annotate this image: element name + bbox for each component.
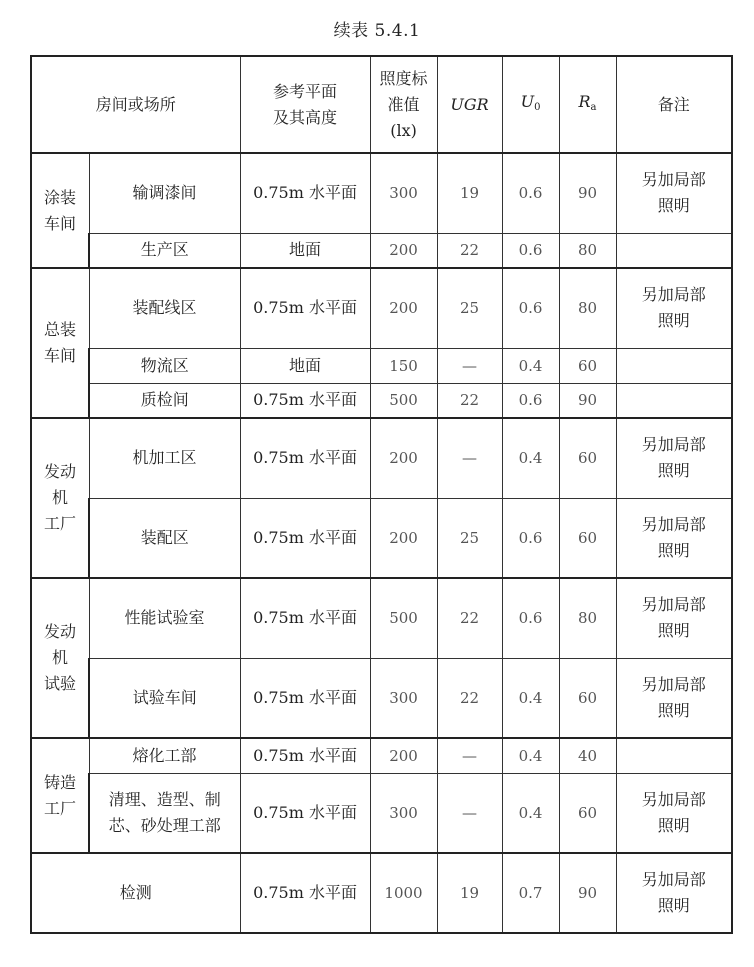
plane-cell: 0.75m 水平面 — [240, 498, 370, 578]
note-cell: 另加局部 照明 — [616, 268, 732, 348]
ugr-cell: 22 — [437, 383, 502, 418]
table-caption: 续表 5.4.1 — [333, 21, 421, 41]
ra-cell: 90 — [559, 153, 616, 233]
place-cell: 质检间 — [89, 383, 240, 418]
plane-cell: 0.75m 水平面 — [240, 268, 370, 348]
header-lux: 照度标 准值 (lx) — [370, 56, 437, 153]
ugr-cell: — — [437, 418, 502, 498]
plane-cell: 地面 — [240, 233, 370, 268]
place-cell: 生产区 — [89, 233, 240, 268]
plane-cell: 0.75m 水平面 — [240, 853, 370, 933]
note-cell: 另加局部 照明 — [616, 153, 732, 233]
table-row — [31, 578, 732, 658]
lux-cell: 500 — [370, 578, 437, 658]
place-cell: 装配区 — [89, 498, 240, 578]
note-cell — [616, 233, 732, 268]
header-u0: $U_0$ — [502, 56, 559, 153]
place-cell: 装配线区 — [89, 268, 240, 348]
plane-cell: 0.75m 水平面 — [240, 418, 370, 498]
note-cell — [616, 383, 732, 418]
u0-cell: 0.6 — [502, 268, 559, 348]
plane-cell: 0.75m 水平面 — [240, 658, 370, 738]
ra-cell: 60 — [559, 498, 616, 578]
place-cell: 性能试验室 — [89, 578, 240, 658]
note-cell: 另加局部 照明 — [616, 578, 732, 658]
u0-cell: 0.6 — [502, 233, 559, 268]
lux-cell: 500 — [370, 383, 437, 418]
ugr-cell: 25 — [437, 268, 502, 348]
lux-cell: 150 — [370, 348, 437, 383]
note-cell: 另加局部 照明 — [616, 853, 732, 933]
group-cell: 发动 机 试验 — [31, 578, 89, 738]
lux-cell: 1000 — [370, 853, 437, 933]
place-cell: 物流区 — [89, 348, 240, 383]
plane-cell: 0.75m 水平面 — [240, 578, 370, 658]
lux-cell: 300 — [370, 658, 437, 738]
place-cell: 清理、造型、制 芯、砂处理工部 — [89, 773, 240, 853]
header-note: 备注 — [616, 56, 732, 153]
illuminance-table — [30, 55, 733, 934]
lux-cell: 300 — [370, 773, 437, 853]
u0-cell: 0.4 — [502, 773, 559, 853]
table-row — [31, 418, 732, 498]
place-cell: 熔化工部 — [89, 738, 240, 773]
group-cell: 总装 车间 — [31, 268, 89, 418]
ra-cell: 60 — [559, 418, 616, 498]
u0-cell: 0.4 — [502, 738, 559, 773]
ra-cell: 80 — [559, 578, 616, 658]
table-row — [31, 658, 732, 738]
ugr-cell: 22 — [437, 658, 502, 738]
lux-cell: 200 — [370, 418, 437, 498]
note-cell: 另加局部 照明 — [616, 498, 732, 578]
note-cell: 另加局部 照明 — [616, 418, 732, 498]
table-row — [31, 153, 732, 233]
ugr-cell: 22 — [437, 233, 502, 268]
table-row — [31, 853, 732, 933]
ra-cell: 80 — [559, 268, 616, 348]
note-cell: 另加局部 照明 — [616, 658, 732, 738]
place-cell: 输调漆间 — [89, 153, 240, 233]
plane-cell: 0.75m 水平面 — [240, 383, 370, 418]
ugr-cell: 25 — [437, 498, 502, 578]
note-cell — [616, 738, 732, 773]
table-row — [31, 233, 732, 268]
header-room: 房间或场所 — [31, 56, 240, 153]
ra-cell: 60 — [559, 773, 616, 853]
plane-cell: 0.75m 水平面 — [240, 738, 370, 773]
lux-cell: 200 — [370, 268, 437, 348]
ugr-cell: 19 — [437, 153, 502, 233]
place-cell: 检测 — [31, 853, 240, 933]
ugr-cell: 22 — [437, 578, 502, 658]
plane-cell: 0.75m 水平面 — [240, 153, 370, 233]
u0-cell: 0.4 — [502, 418, 559, 498]
header-row — [31, 56, 732, 153]
ugr-cell: — — [437, 348, 502, 383]
place-cell: 机加工区 — [89, 418, 240, 498]
u0-cell: 0.4 — [502, 348, 559, 383]
lux-cell: 200 — [370, 233, 437, 268]
ra-cell: 90 — [559, 383, 616, 418]
lux-cell: 200 — [370, 498, 437, 578]
u0-cell: 0.4 — [502, 658, 559, 738]
ra-cell: 40 — [559, 738, 616, 773]
ugr-cell: 19 — [437, 853, 502, 933]
header-ra: $R_a$ — [559, 56, 616, 153]
u0-cell: 0.7 — [502, 853, 559, 933]
header-ugr: UGR — [437, 56, 502, 153]
note-cell — [616, 348, 732, 383]
u0-cell: 0.6 — [502, 578, 559, 658]
place-cell: 试验车间 — [89, 658, 240, 738]
ra-cell: 60 — [559, 658, 616, 738]
u0-cell: 0.6 — [502, 383, 559, 418]
ugr-cell: — — [437, 738, 502, 773]
ugr-cell: — — [437, 773, 502, 853]
group-cell: 涂装 车间 — [31, 153, 89, 268]
lux-cell: 300 — [370, 153, 437, 233]
header-plane: 参考平面 及其高度 — [240, 56, 370, 153]
u0-cell: 0.6 — [502, 498, 559, 578]
lux-cell: 200 — [370, 738, 437, 773]
u0-cell: 0.6 — [502, 153, 559, 233]
group-cell: 铸造 工厂 — [31, 738, 89, 853]
table-row — [31, 383, 732, 418]
group-cell: 发动 机 工厂 — [31, 418, 89, 578]
ra-cell: 90 — [559, 853, 616, 933]
table-row — [31, 738, 732, 773]
table-row — [31, 498, 732, 578]
plane-cell: 0.75m 水平面 — [240, 773, 370, 853]
plane-cell: 地面 — [240, 348, 370, 383]
table-row — [31, 268, 732, 348]
ra-cell: 80 — [559, 233, 616, 268]
note-cell: 另加局部 照明 — [616, 773, 732, 853]
ra-cell: 60 — [559, 348, 616, 383]
table-row — [31, 773, 732, 853]
table-row — [31, 348, 732, 383]
